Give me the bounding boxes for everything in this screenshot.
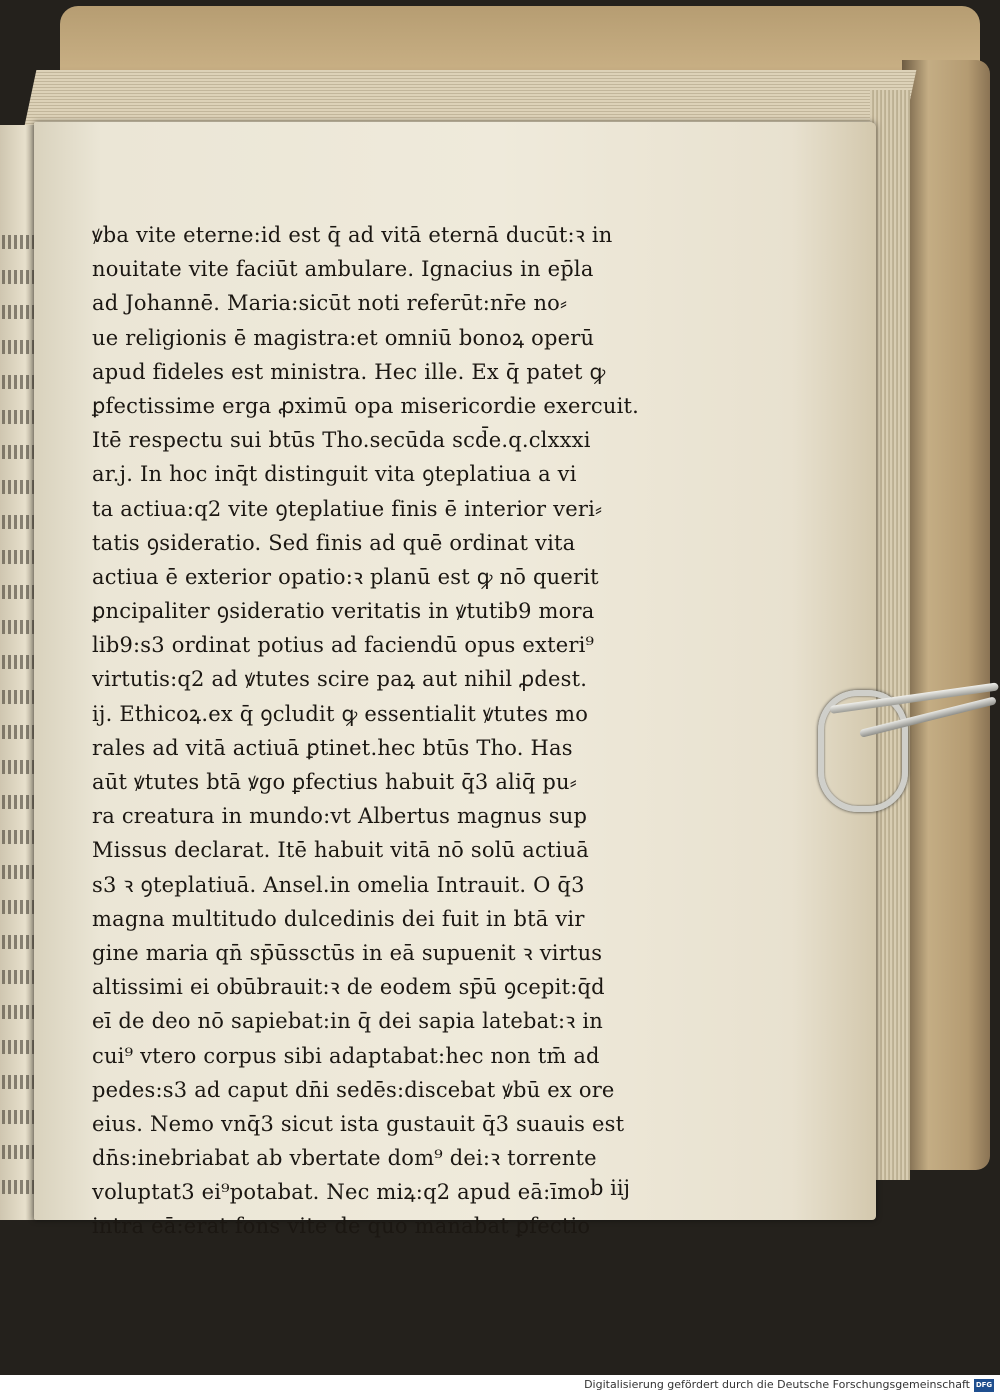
text-line: dn̄s:inebriabat ab vbertate dom⁹ dei:ꝛ torrente [92,1146,597,1171]
text-line: eī de deo nō sapiebat:in q̄ dei sapia latebat:ꝛ in [92,1009,603,1034]
footer-credit: Digitalisierung gefördert durch die Deutsche Forschungsgemeinschaft [584,1378,970,1391]
text-line: ꝑncipaliter ꝯsideratio veritatis in ꝟtutib9 mora [92,599,595,624]
text-line: ꝟba vite eterne:id est q̄ ad vitā eternā ducūt:ꝛ in [92,223,613,247]
text-line: altissimi ei obūbrauit:ꝛ de eodem sp̄ū ꝯcepit:q̄d [92,975,605,1000]
dfg-logo: DFG [974,1379,994,1392]
page-edges-top [24,70,917,130]
text-line: ad Johannē. Maria:sicūt noti referūt:nr̄e no⸗ [92,291,568,316]
text-line: nouitate vite faciūt ambulare. Ignacius in ep̄la [92,257,594,282]
book-cover-right [902,60,990,1170]
text-line: pedes:s3 ad caput dn̄i sedēs:discebat ꝟbū ex ore [92,1077,615,1102]
text-line: actiua ē exterior opatio:ꝛ planū est ꝙ nō querit [92,564,599,589]
text-line: ue religionis ē magistra:et omniū bonoꝝ operū [92,325,595,350]
text-line: aūt ꝟtutes btā ꝟgo ꝑfectius habuit q̄3 aliq̄ pu⸗ [92,770,577,794]
page-text [92,218,712,1244]
text-line: ar.j. In hoc inq̄t distinguit vita ꝯteplatiua a vi [92,462,577,487]
text-line: rales ad vitā actiuā ꝑtinet.hec btūs Tho. Has [92,735,573,760]
text-line: voluptat3 ei⁹potabat. Nec miꝝ:q2 apud eā:īmo [92,1180,591,1205]
text-line: cui⁹ vtero corpus sibi adaptabat:hec non tm̄ ad [92,1043,600,1068]
text-line: Itē respectu sui btūs Tho.secūda scd̄e.q.clxxxi [92,428,591,453]
text-line: virtutis:q2 ad ꝟtutes scire paꝝ aut nihil ꝓdest. [92,667,588,692]
text-line: intra eā:erat fons vite de quo manabat ꝑfectio [92,1214,591,1239]
text-line: lib9:s3 ordinat potius ad faciendū opus exteri⁹ [92,633,595,658]
text-line: ta actiua:q2 vite ꝯteplatiue finis ē interior veri⸗ [92,496,603,521]
text-line: ꝑfectissime erga ꝓximū opa misericordie exercuit. [92,393,640,418]
page-edges-right [870,90,910,1180]
text-line: apud fideles est ministra. Hec ille. Ex q̄ patet ꝙ [92,359,606,384]
footer-bar [0,1375,1000,1398]
text-line: ra creatura in mundo:vt Albertus magnus sup [92,804,588,829]
text-line: tatis ꝯsideratio. Sed finis ad quē ordinat vita [92,530,576,555]
text-line: s3 ꝛ ꝯteplatiuā. Ansel.in omelia Intrauit. O q̄3 [92,872,585,897]
text-line: gine maria qn̄ sp̄ūssctūs in eā supuenit ꝛ virtus [92,940,603,965]
text-line: magna multitudo dulcedinis dei fuit in btā vir [92,906,585,931]
signature-mark: b iij [590,1176,631,1200]
text-line: ij. Ethicoꝝ.ex q̄ ꝯcludit ꝙ essentialit ꝟtutes mo [92,701,589,726]
text-line: Missus declarat. Itē habuit vitā nō solū actiuā [92,838,589,863]
text-line: eius. Nemo vnq̄3 sicut ista gustauit q̄3 suauis est [92,1111,625,1136]
